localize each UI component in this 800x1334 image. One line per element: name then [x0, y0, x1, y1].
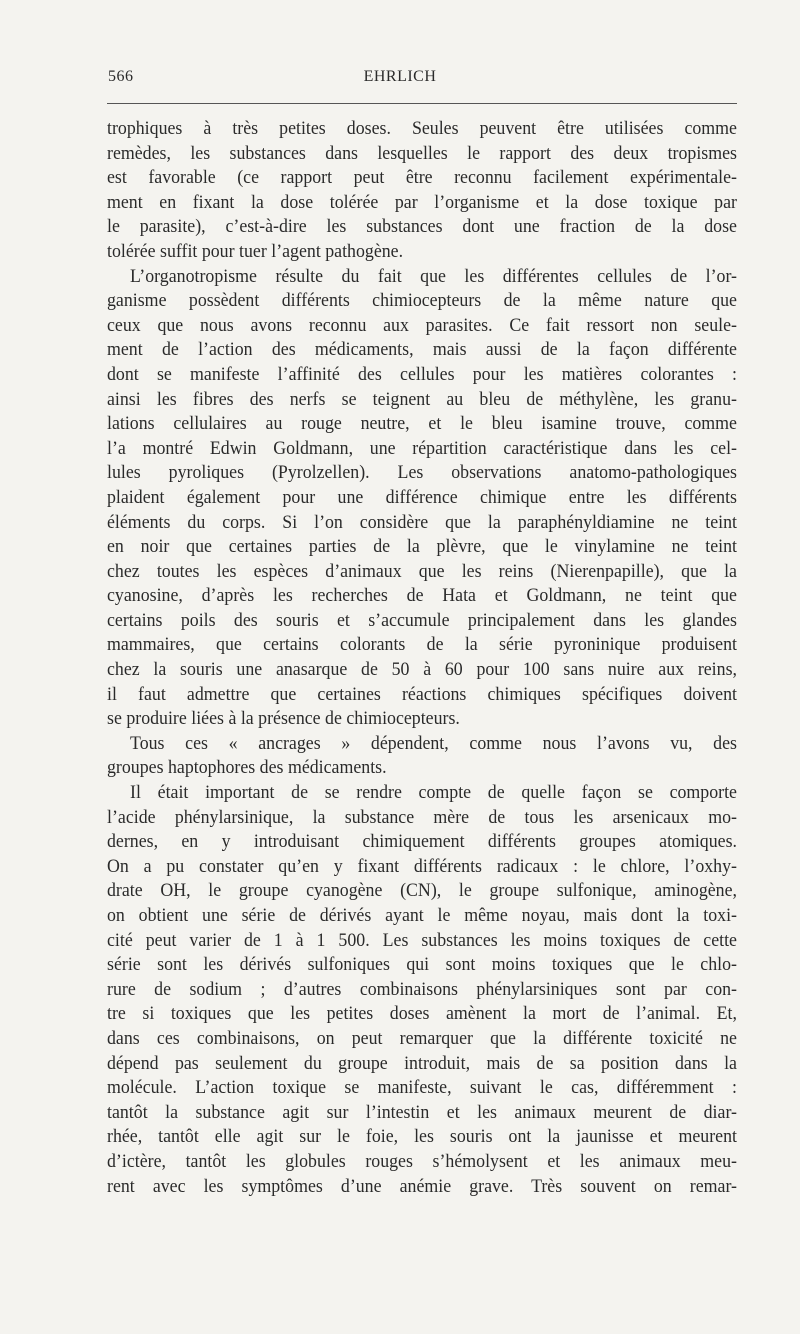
text-line: dont se manifeste l’affinité des cellules pour les matières colorantes : [107, 363, 737, 385]
text-line: trophiques à très petites doses. Seules peuvent être utilisées comme [107, 118, 737, 139]
running-title: EHRLICH [363, 68, 437, 85]
text-line: cité peut varier de 1 à 1 500. Les substances les moins toxiques de cette [107, 929, 737, 951]
text-line: plaident également pour une différence chimique entre les différents [107, 486, 737, 508]
text-line: rhée, tantôt elle agit sur le foie, les souris ont la jaunisse et meurent [107, 1126, 737, 1148]
text-line: remèdes, les substances dans lesquelles le rapport des deux tropismes [107, 142, 737, 164]
text-line: chez la souris une anasarque de 50 à 60 pour 100 sans nuire aux reins, [107, 659, 737, 681]
text-line: ment de l’action des médicaments, mais aussi de la façon différente [107, 339, 737, 361]
text-line: rure de sodium ; d’autres combinaisons phénylarsiniques sont par con- [107, 978, 737, 1000]
text-line: tolérée suffit pour tuer l’agent pathogène. [107, 240, 404, 262]
text-line: l’acide phénylarsinique, la substance mère de tous les arsenicaux mo- [107, 806, 737, 828]
text-line: drate OH, le groupe cyanogène (CN), le groupe sulfonique, aminogène, [107, 880, 737, 902]
text-line: chez toutes les espèces d’animaux que les reins (Nierenpapille), que la [107, 560, 737, 582]
text-line: se produire liées à la présence de chimiocepteurs. [107, 708, 460, 730]
text-line: Tous ces « ancrages » dépendent, comme nous l’avons vu, des [130, 732, 737, 754]
text-line: l’a montré Edwin Goldmann, une répartition caractéristique dans les cel- [107, 437, 737, 459]
text-line: en noir que certaines parties de la plèvre, que le vinylamine ne teint [107, 536, 737, 558]
text-line: série sont les dérivés sulfoniques qui sont moins toxiques que le chlo- [107, 954, 737, 976]
text-line: dans ces combinaisons, on peut remarquer que la différente toxicité ne [107, 1027, 737, 1049]
text-line: il faut admettre que certaines réactions chimiques spécifiques doivent [107, 683, 737, 705]
text-line: on obtient une série de dérivés ayant le même noyau, mais dont la toxi- [107, 905, 737, 926]
text-line: molécule. L’action toxique se manifeste, suivant le cas, différemment : [107, 1077, 737, 1099]
text-line: cyanosine, d’après les recherches de Hata et Goldmann, ne teint que [107, 585, 737, 607]
text-line: dépend pas seulement du groupe introduit, mais de sa position dans la [107, 1052, 737, 1074]
text-line: L’organotropisme résulte du fait que les différentes cellules de l’or- [130, 265, 737, 287]
text-line: tre si toxiques que les petites doses amènent la mort de l’animal. Et, [107, 1003, 737, 1025]
text-line: mammaires, que certains colorants de la série pyroninique produisent [107, 634, 737, 656]
text-line: est favorable (ce rapport peut être reconnu facilement expérimentale- [107, 167, 737, 189]
text-line: Il était important de se rendre compte de quelle façon se comporte [130, 782, 737, 804]
text-line: tantôt la substance agit sur l’intestin et les animaux meurent de diar- [107, 1101, 737, 1123]
text-line: lules pyroliques (Pyrolzellen). Les observations anatomo-pathologiques [107, 462, 737, 484]
text-line: lations cellulaires au rouge neutre, et le bleu isamine trouve, comme [107, 413, 737, 435]
text-line: groupes haptophores des médicaments. [107, 757, 387, 779]
text-line: ceux que nous avons reconnu aux parasites. Ce fait ressort non seule- [107, 314, 737, 336]
text-line: dernes, en y introduisant chimiquement différents groupes atomiques. [107, 831, 737, 853]
text-line: le parasite), c’est-à-dire les substances dont une fraction de la dose [107, 216, 737, 238]
text-line: certains poils des souris et s’accumule principalement dans les glandes [107, 609, 737, 631]
text-line: ment en fixant la dose tolérée par l’organisme et la dose toxique par [107, 191, 737, 213]
text-line: ganisme possèdent différents chimiocepteurs de la même nature que [107, 290, 737, 312]
text-line: rent avec les symptômes d’une anémie grave. Très souvent on remar- [107, 1175, 737, 1197]
header-rule [107, 103, 737, 104]
text-line: On a pu constater qu’en y fixant différents radicaux : le chlore, l’oxhy- [107, 855, 737, 877]
text-line: éléments du corps. Si l’on considère que la paraphényldiamine ne teint [107, 511, 737, 533]
text-line: ainsi les fibres des nerfs se teignent au bleu de méthylène, les granu- [107, 388, 737, 410]
page-number: 566 [108, 68, 134, 85]
body-text [107, 117, 738, 1199]
text-line: d’ictère, tantôt les globules rouges s’hémolysent et les animaux meu- [107, 1150, 737, 1172]
